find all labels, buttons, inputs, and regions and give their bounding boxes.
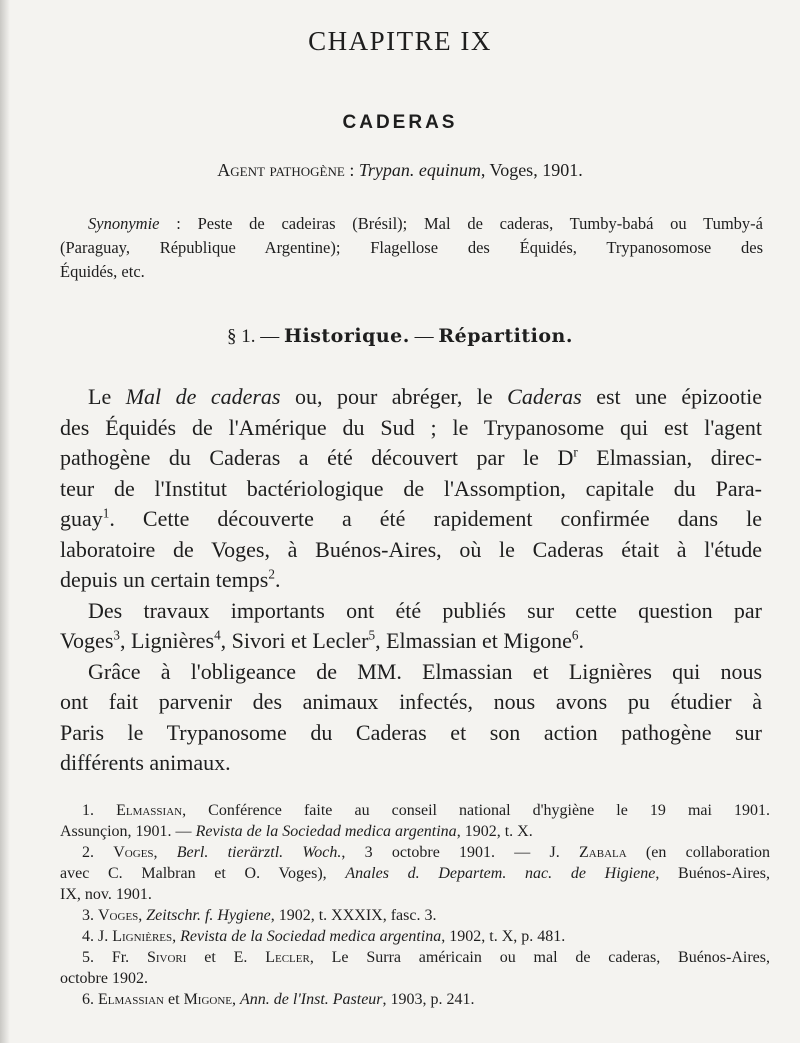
footnote-ref-4[interactable]: 4: [214, 627, 221, 643]
synonymie-line-1: Synonymie : Peste de cadeiras (Brésil); Mal de caderas, Tumby-babá ou Tumby-á: [88, 214, 764, 233]
paragraph-1-line-4: teur de l'Institut bactériologique de l'Assomption, capitale du Para-: [60, 475, 762, 501]
chapter-heading: CHAPITRE IX: [308, 26, 492, 56]
footnotes: [60, 800, 770, 1010]
footnote-6: 6. Elmassian et Migone, Ann. de l'Inst. Pasteur, 1903, p. 241.: [82, 991, 475, 1008]
footnote-4: 4. J. Lignières, Revista de la Sociedad medica argentina, 1902, t. X, p. 481.: [82, 928, 566, 945]
footnote-2-cont-2: IX, nov. 1901.: [60, 886, 152, 903]
synonymie-label: Synonymie: [88, 214, 160, 233]
footnote-ref-3[interactable]: 3: [113, 627, 120, 643]
paragraph-1-line-1: Le Mal de caderas ou, pour abréger, le Caderas est une épizootie: [88, 384, 762, 409]
footnote-2: 2. Voges, Berl. tierärztl. Woch., 3 octobre 1901. — J. Zabala (en collaboration: [82, 844, 771, 861]
chapter-title: CADERAS: [342, 112, 458, 133]
paragraph-2-line-2: Voges$^3$, Lignières$^4$, Sivori et Lecler$^5$, Elmassian et Migone$^6$.: [60, 627, 584, 653]
synonymie-block: [60, 212, 763, 284]
footnote-ref-1[interactable]: 1: [102, 505, 110, 521]
body-text: [60, 382, 762, 779]
footnote-1-cont: Assunçion, 1901. — Revista de la Sociedad medica argentina, 1902, t. X.: [60, 823, 533, 840]
footnote-5-cont: octobre 1902.: [60, 970, 148, 987]
paragraph-2-line-1: Des travaux importants ont été publiés sur cette question par: [88, 597, 762, 623]
pathogenic-agent-line: [0, 160, 800, 181]
section-heading: § 1. — Historique. — Répartition.: [227, 325, 573, 347]
paragraph-3-line-1: Grâce à l'obligeance de MM. Elmassian et Lignières qui nous: [88, 658, 762, 684]
page-edge-shadow: [0, 0, 10, 1043]
paragraph-3-line-3: Paris le Trypanosome du Caderas et son action pathogène sur: [60, 719, 762, 745]
section-title-repartition: Répartition.: [438, 325, 573, 347]
paragraph-1-line-3: pathogène du Caderas a été découvert par le $D^r$ Elmassian, direc-: [60, 444, 762, 470]
paragraph-1-line-6: laboratoire de Voges, à Buénos-Aires, où le Caderas était à l'étude: [60, 536, 762, 562]
paragraph-1-line-7: depuis un certain temps$^2$.: [60, 566, 281, 592]
synonymie-line-2: (Paraguay, République Argentine); Flagellose des Équidés, Trypanosomose des: [60, 238, 763, 257]
footnote-1: 1. Elmassian, Conférence faite au conseil national d'hygiène le 19 mai 1901.: [82, 802, 771, 819]
paragraph-3-line-4: différents animaux.: [60, 750, 231, 775]
footnote-5: 5. Fr. Sivori et E. Lecler, Le Surra américain ou mal de caderas, Buénos-Aires,: [82, 949, 771, 966]
paragraph-1-line-5: guay$^1$. Cette découverte a été rapidement confirmée dans le: [60, 505, 762, 531]
section-title-historique: Historique.: [284, 325, 410, 347]
footnote-ref-6[interactable]: 6: [571, 627, 579, 643]
synonymie-line-3: Équidés, etc.: [60, 262, 145, 281]
agent-species: Trypan. equinum: [358, 160, 481, 180]
paragraph-3-line-2: ont fait parvenir des animaux infectés, nous avons pu étudier à: [60, 689, 762, 714]
paragraph-1-line-2: des Équidés de l'Amérique du Sud ; le Trypanosome qui est l'agent: [60, 414, 762, 440]
footnote-2-cont: avec C. Malbran et O. Voges), Anales d. Departem. nac. de Higiene, Buénos-Aires,: [60, 865, 771, 882]
footnote-ref-5[interactable]: 5: [368, 627, 376, 643]
footnote-3: 3. Voges, Zeitschr. f. Hygiene, 1902, t. XXXIX, fasc. 3.: [82, 907, 437, 924]
footnote-ref-2[interactable]: 2: [268, 566, 275, 582]
agent-sep: :: [344, 160, 359, 180]
agent-author: , Voges, 1901.: [480, 160, 583, 180]
agent-label: Agent pathogène: [217, 160, 345, 180]
